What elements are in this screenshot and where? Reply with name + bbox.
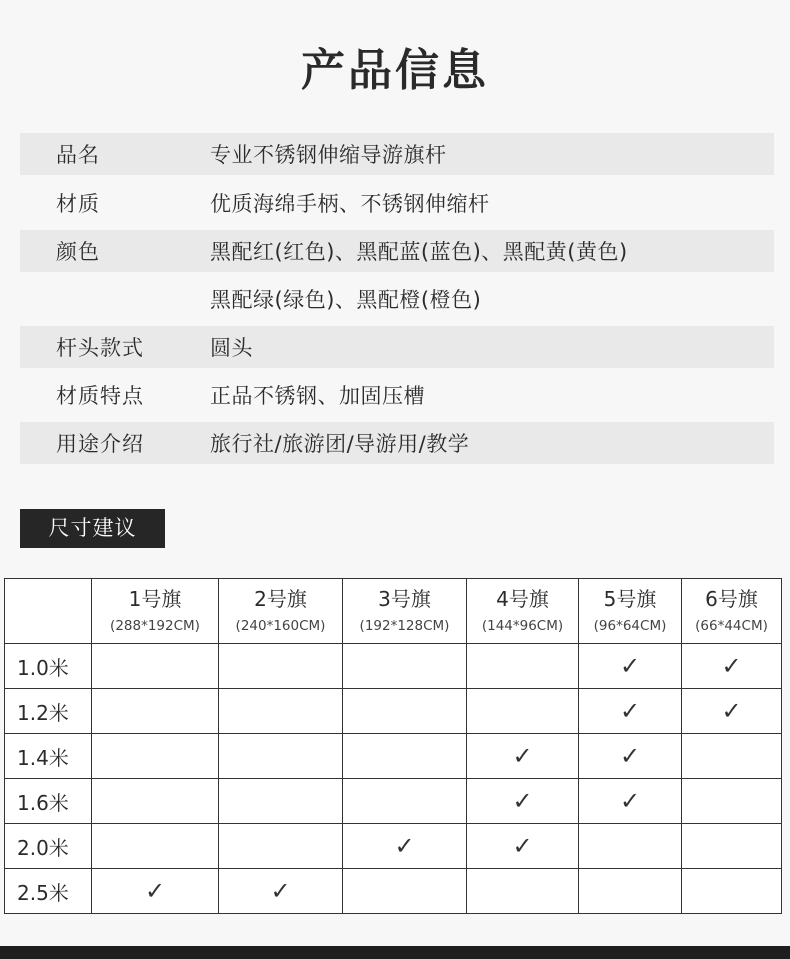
check-icon: ✓: [512, 742, 533, 770]
corner-cell: [5, 579, 92, 644]
info-label: 颜色: [56, 240, 100, 264]
table-cell: [682, 734, 782, 779]
table-cell: [92, 689, 219, 734]
table-row: [5, 644, 782, 689]
info-row-name: [20, 133, 774, 175]
size-table-header: [5, 579, 782, 644]
info-value: 优质海绵手柄、不锈钢伸缩杆: [210, 192, 490, 216]
pole-length-cell: 2.5米: [5, 869, 92, 914]
check-icon: ✓: [619, 742, 641, 770]
check-icon: ✓: [721, 652, 742, 680]
table-cell: [579, 644, 682, 689]
table-cell: [92, 824, 219, 869]
table-row: [5, 689, 782, 734]
table-cell: [682, 869, 782, 914]
table-cell: [343, 689, 467, 734]
column-header: [343, 579, 467, 644]
size-table: [4, 578, 782, 914]
info-value: 黑配红(红色)、黑配蓝(蓝色)、黑配黄(黄色): [210, 240, 628, 264]
info-label: 杆头款式: [56, 336, 144, 360]
table-cell: [579, 779, 682, 824]
table-cell: [92, 734, 219, 779]
pole-length-cell: 1.6米: [5, 779, 92, 824]
footer-bar: [0, 946, 790, 959]
table-row: [5, 734, 782, 779]
column-header: [579, 579, 682, 644]
table-cell: [467, 779, 579, 824]
table-cell: [682, 644, 782, 689]
table-cell: [682, 779, 782, 824]
info-label: 材质: [56, 192, 100, 216]
info-value: 正品不锈钢、加固压槽: [210, 384, 425, 408]
info-value: 黑配绿(绿色)、黑配橙(橙色): [210, 288, 482, 312]
flag-size: (192*128CM): [359, 618, 450, 634]
check-icon: ✓: [619, 787, 641, 815]
flag-size: (144*96CM): [481, 618, 564, 634]
table-cell: [219, 824, 343, 869]
table-row: [5, 779, 782, 824]
check-icon: ✓: [721, 697, 742, 725]
table-cell: [682, 824, 782, 869]
column-header: [682, 579, 782, 644]
check-icon: ✓: [512, 832, 533, 860]
size-section-badge: 尺寸建议: [20, 509, 165, 548]
pole-length-cell: 1.2米: [5, 689, 92, 734]
size-table-body: [5, 644, 782, 914]
pole-length-cell: 1.4米: [5, 734, 92, 779]
info-label: 品名: [56, 143, 100, 167]
flag-name: 6号旗: [705, 587, 758, 611]
info-label: 用途介绍: [56, 432, 144, 456]
column-header: [467, 579, 579, 644]
table-cell: [92, 644, 219, 689]
info-label: 材质特点: [56, 384, 144, 408]
check-icon: ✓: [270, 877, 291, 905]
table-cell: [343, 734, 467, 779]
info-row-color: [20, 230, 774, 272]
check-icon: ✓: [144, 877, 166, 905]
info-row-features: [20, 374, 774, 416]
flag-name: 5号旗: [603, 587, 657, 611]
info-row-color-continued: [20, 278, 774, 320]
table-cell: [219, 689, 343, 734]
info-row-material: [20, 182, 774, 224]
pole-length-cell: 2.0米: [5, 824, 92, 869]
table-cell: [579, 689, 682, 734]
info-row-usage: [20, 422, 774, 464]
table-cell: [92, 869, 219, 914]
table-cell: [92, 779, 219, 824]
table-cell: [467, 734, 579, 779]
flag-name: 3号旗: [378, 587, 431, 611]
table-cell: [343, 824, 467, 869]
info-value: 旅行社/旅游团/导游用/教学: [210, 432, 470, 456]
flag-size: (96*64CM): [593, 618, 667, 634]
table-cell: [343, 869, 467, 914]
table-cell: [219, 869, 343, 914]
table-cell: [579, 734, 682, 779]
table-cell: [682, 689, 782, 734]
table-cell: [467, 824, 579, 869]
flag-size: (240*160CM): [235, 618, 326, 634]
flag-size: (66*44CM): [695, 618, 768, 634]
info-row-head-style: [20, 326, 774, 368]
page-title: 产品信息: [301, 45, 489, 96]
flag-name: 1号旗: [128, 587, 182, 611]
table-cell: [343, 779, 467, 824]
check-icon: ✓: [512, 787, 533, 815]
check-icon: ✓: [619, 652, 641, 680]
table-cell: [219, 644, 343, 689]
check-icon: ✓: [394, 832, 415, 860]
table-cell: [467, 689, 579, 734]
info-value: 圆头: [210, 336, 253, 360]
info-value: 专业不锈钢伸缩导游旗杆: [210, 143, 447, 167]
column-header: [92, 579, 219, 644]
table-row: [5, 824, 782, 869]
table-row: [5, 869, 782, 914]
table-cell: [467, 869, 579, 914]
table-cell: [219, 734, 343, 779]
table-cell: [579, 824, 682, 869]
table-cell: [219, 779, 343, 824]
flag-name: 2号旗: [254, 587, 307, 611]
column-header: [219, 579, 343, 644]
table-cell: [579, 869, 682, 914]
table-cell: [343, 644, 467, 689]
flag-name: 4号旗: [496, 587, 549, 611]
pole-length-cell: 1.0米: [5, 644, 92, 689]
check-icon: ✓: [619, 697, 641, 725]
table-cell: [467, 644, 579, 689]
flag-size: (288*192CM): [110, 618, 200, 634]
